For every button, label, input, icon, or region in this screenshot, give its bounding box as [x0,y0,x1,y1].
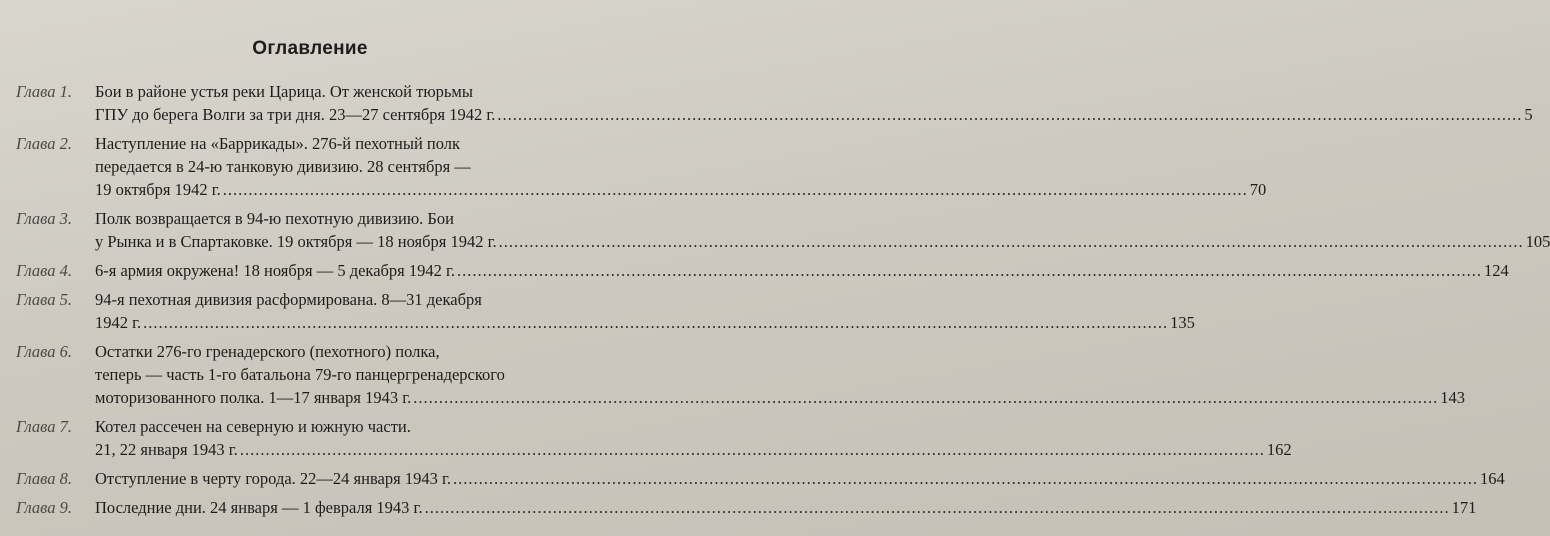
chapter-title-text: Отступление в черту города. 22—24 января 1943 г. [95,469,451,488]
dot-leader: ........................................................................................................................................................................................................ [424,498,1450,517]
page-number: 171 [1451,498,1477,517]
chapter-label: Глава 1. [16,82,72,101]
chapter-label: Глава 4. [16,261,72,280]
toc-entry-line [16,178,1267,201]
toc-entry [16,132,1267,201]
toc-entry-line [16,340,564,363]
toc-entry-line [16,363,564,386]
toc-entry [16,340,1466,409]
chapter-label: Глава 3. [16,209,72,228]
dot-leader: ........................................................................................................................................................................................................ [498,232,1524,251]
dot-leader: ........................................................................................................................................................................................................ [453,469,1478,488]
chapter-title-text: Полк возвращается в 94-ю пехотную дивизию. Бои [95,209,454,228]
chapter-title-text: 94-я пехотная дивизия расформирована. 8—31 декабря [95,290,482,309]
toc-entry-line [16,496,1477,519]
chapter-title-text: 1942 г. [95,313,142,332]
dot-leader: ........................................................................................................................................................................................................ [222,180,1248,199]
chapter-label: Глава 6. [16,342,72,361]
page-number: 164 [1480,469,1505,488]
chapter-title-text: 21, 22 января 1943 г. [95,440,238,459]
chapter-title-text: 6-я армия окружена! 18 ноября — 5 декабря 1942 г. [95,261,456,280]
toc-entry-line [16,415,564,438]
chapter-title-text: Последние дни. 24 января — 1 февраля 1943 г. [95,498,423,517]
page-number: 5 [1524,105,1533,124]
chapter-title-text: Котел рассечен на северную и южную части. [95,417,411,436]
toc-entry-line [16,132,564,155]
toc-entry-line [16,80,564,103]
chapter-title-text: 19 октября 1942 г. [95,180,221,199]
toc-entry-line [16,155,564,178]
chapter-title-text: Бои в районе устья реки Царица. От женской тюрьмы [95,82,473,101]
dot-leader: ........................................................................................................................................................................................................ [413,388,1439,407]
page-number: 162 [1266,440,1292,459]
toc-entry-line [16,467,1505,490]
page-number: 135 [1170,313,1195,332]
toc-entry [16,496,1477,519]
toc-entry [16,415,1292,461]
toc-entry-line [16,230,1550,253]
chapter-label: Глава 7. [16,417,72,436]
toc-entry-line [16,207,564,230]
toc-entry [16,207,1550,253]
page-number: 124 [1484,261,1509,280]
dot-leader: ........................................................................................................................................................................................................ [239,440,1265,459]
chapter-title-text: Наступление на «Баррикады». 276-й пехотный полк [95,134,461,153]
page-number: 70 [1249,180,1267,199]
chapter-title-text: теперь — часть 1-го батальона 79-го панцергренадерского [95,365,505,384]
toc-entry-line [16,103,1533,126]
toc-entry-line [16,438,1292,461]
toc-entry-line [16,259,1509,282]
toc-entry [16,288,1195,334]
chapter-title-text: Остатки 276-го гренадерского (пехотного) полка, [95,342,440,361]
chapter-label: Глава 9. [16,498,72,517]
toc-entry [16,259,1509,282]
dot-leader: ........................................................................................................................................................................................................ [143,313,1169,332]
table-of-contents [16,80,1550,525]
toc-entry-line [16,311,1195,334]
dot-leader: ........................................................................................................................................................................................................ [457,261,1483,280]
toc-entry-line [16,386,1466,409]
chapter-title-text: моторизованного полка. 1—17 января 1943 г. [95,388,412,407]
page-number: 143 [1440,388,1466,407]
page-number: 105 [1525,232,1550,251]
page-title: Оглавление [252,38,368,59]
dot-leader: ........................................................................................................................................................................................................ [497,105,1523,124]
toc-entry [16,467,1505,490]
toc-entry [16,80,1533,126]
chapter-label: Глава 8. [16,469,72,488]
toc-entry-line [16,288,564,311]
chapter-title-text: передается в 24-ю танковую дивизию. 28 сентября — [95,157,471,176]
chapter-label: Глава 5. [16,290,72,309]
chapter-label: Глава 2. [16,134,72,153]
chapter-title-text: у Рынка и в Спартаковке. 19 октября — 18 ноября 1942 г. [95,232,497,251]
chapter-title-text: ГПУ до берега Волги за три дня. 23—27 сентября 1942 г. [95,105,496,124]
